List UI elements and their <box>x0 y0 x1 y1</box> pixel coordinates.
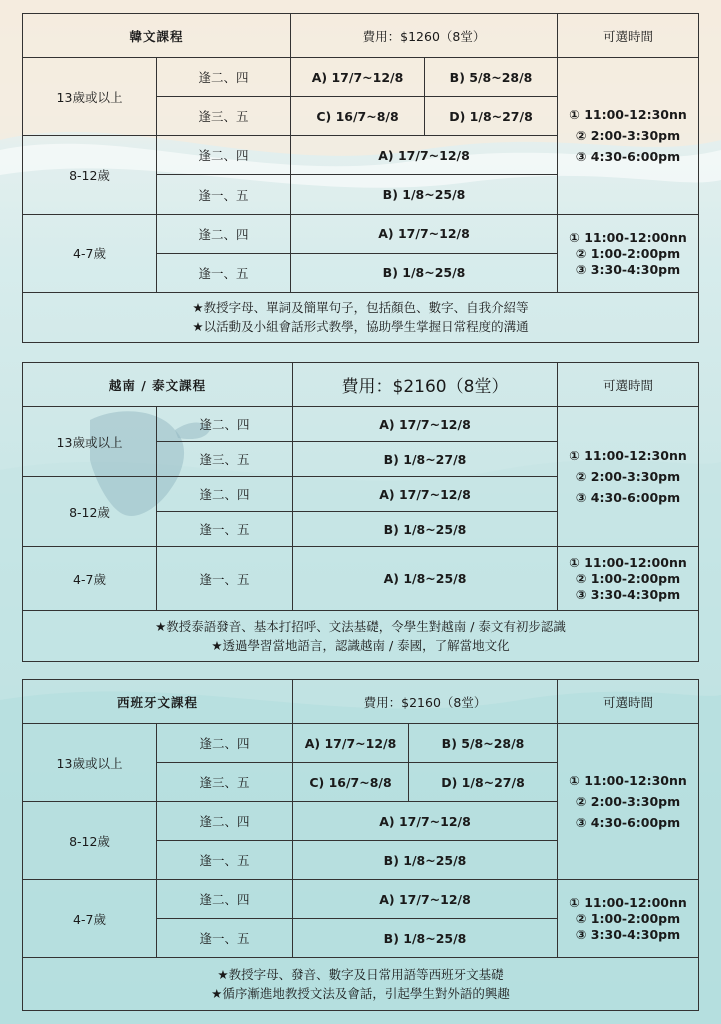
session-b: B) 1/8~25/8 <box>291 253 558 292</box>
note-line: ★教授字母、單詞及簡單句子，包括顏色、數字、自我介紹等 <box>192 300 529 316</box>
session-a: A) 17/7~12/8 <box>291 58 425 97</box>
days-label: 逢一、五 <box>157 175 291 214</box>
time-slot: ① 11:00-12:00nn <box>569 895 687 910</box>
note-line: ★教授泰語發音、基本打招呼、文法基礎，令學生對越南 / 泰文有初步認識 <box>155 619 566 634</box>
session-b: B) 5/8~28/8 <box>409 724 558 763</box>
session-b: B) 1/8~25/8 <box>291 175 558 214</box>
slots-header: 可選時間 <box>558 363 699 407</box>
spanish-course-table <box>22 679 699 1011</box>
session-a: A) 17/7~12/8 <box>293 407 558 442</box>
time-slot: ③ 4:30-6:00pm <box>575 490 681 505</box>
age-group-4-7: 4-7歲 <box>23 214 157 292</box>
note-line: ★教授字母、發音、數字及日常用語等西班牙文基礎 <box>217 967 504 982</box>
days-label: 逢二、四 <box>157 407 293 442</box>
course-title: 韓文課程 <box>23 14 291 58</box>
course-fee: 費用：$2160（8堂） <box>293 680 558 724</box>
time-slot: ① 11:00-12:30nn <box>569 107 687 123</box>
session-a: A) 17/7~12/8 <box>291 214 558 253</box>
days-label: 逢三、五 <box>157 97 291 136</box>
session-a: A) 17/7~12/8 <box>293 477 558 512</box>
time-slot: ③ 3:30-4:30pm <box>575 261 681 277</box>
days-label: 逢一、五 <box>157 547 293 611</box>
time-slots-young <box>558 214 699 292</box>
time-slots-young <box>558 547 699 611</box>
days-label: 逢一、五 <box>157 919 293 958</box>
korean-course-table <box>22 13 699 343</box>
days-label: 逢二、四 <box>157 802 293 841</box>
session-b: B) 5/8~28/8 <box>425 58 558 97</box>
days-label: 逢一、五 <box>157 841 293 880</box>
note-line: ★循序漸進地教授文法及會話，引起學生對外語的興趣 <box>211 986 510 1001</box>
time-slot: ③ 4:30-6:00pm <box>575 149 681 165</box>
session-a: A) 1/8~25/8 <box>293 547 558 611</box>
days-label: 逢二、四 <box>157 136 291 175</box>
time-slot: ① 11:00-12:30nn <box>569 773 687 788</box>
session-a: A) 17/7~12/8 <box>291 136 558 175</box>
age-group-8-12: 8-12歲 <box>23 802 157 880</box>
course-fee: 費用：$2160（8堂） <box>293 363 558 407</box>
session-c: C) 16/7~8/8 <box>293 763 409 802</box>
time-slot: ② 1:00-2:00pm <box>575 571 681 586</box>
session-b: B) 1/8~27/8 <box>293 442 558 477</box>
time-slots-older <box>558 58 699 214</box>
thai-course-table <box>22 362 699 662</box>
time-slot: ① 11:00-12:00nn <box>569 555 687 570</box>
time-slot: ③ 4:30-6:00pm <box>575 815 681 830</box>
time-slot: ② 1:00-2:00pm <box>575 911 681 926</box>
session-b: B) 1/8~25/8 <box>293 919 558 958</box>
time-slot: ① 11:00-12:30nn <box>569 448 687 463</box>
days-label: 逢一、五 <box>157 512 293 547</box>
days-label: 逢二、四 <box>157 880 293 919</box>
days-label: 逢三、五 <box>157 442 293 477</box>
course-title: 西班牙文課程 <box>23 680 293 724</box>
age-group-13plus: 13歲或以上 <box>23 58 157 136</box>
course-fee: 費用：$1260（8堂） <box>291 14 558 58</box>
time-slot: ③ 3:30-4:30pm <box>575 587 681 602</box>
days-label: 逢三、五 <box>157 763 293 802</box>
session-c: C) 16/7~8/8 <box>291 97 425 136</box>
time-slot: ② 2:00-3:30pm <box>575 469 681 484</box>
session-a: A) 17/7~12/8 <box>293 880 558 919</box>
slots-header: 可選時間 <box>558 14 699 58</box>
days-label: 逢一、五 <box>157 253 291 292</box>
time-slot: ② 1:00-2:00pm <box>575 245 681 261</box>
session-d: D) 1/8~27/8 <box>409 763 558 802</box>
time-slots-older <box>558 724 699 880</box>
days-label: 逢二、四 <box>157 477 293 512</box>
days-label: 逢二、四 <box>157 58 291 97</box>
course-notes <box>23 958 699 1011</box>
time-slots-older <box>558 407 699 547</box>
age-group-8-12: 8-12歲 <box>23 136 157 214</box>
time-slot: ② 2:00-3:30pm <box>575 128 681 144</box>
session-a: A) 17/7~12/8 <box>293 724 409 763</box>
time-slot: ③ 3:30-4:30pm <box>575 927 681 942</box>
session-a: A) 17/7~12/8 <box>293 802 558 841</box>
slots-header: 可選時間 <box>558 680 699 724</box>
days-label: 逢二、四 <box>157 214 291 253</box>
age-group-13plus: 13歲或以上 <box>23 407 157 477</box>
age-group-4-7: 4-7歲 <box>23 547 157 611</box>
course-notes <box>23 292 699 342</box>
session-b: B) 1/8~25/8 <box>293 841 558 880</box>
note-line: ★透過學習當地語言，認識越南 / 泰國，了解當地文化 <box>211 638 510 653</box>
days-label: 逢二、四 <box>157 724 293 763</box>
age-group-13plus: 13歲或以上 <box>23 724 157 802</box>
age-group-8-12: 8-12歲 <box>23 477 157 547</box>
age-group-4-7: 4-7歲 <box>23 880 157 958</box>
course-title: 越南 / 泰文課程 <box>23 363 293 407</box>
time-slot: ② 2:00-3:30pm <box>575 794 681 809</box>
time-slots-young <box>558 880 699 958</box>
session-d: D) 1/8~27/8 <box>425 97 558 136</box>
session-b: B) 1/8~25/8 <box>293 512 558 547</box>
time-slot: ① 11:00-12:00nn <box>569 229 687 245</box>
course-notes <box>23 611 699 662</box>
note-line: ★以活動及小組會話形式教學，協助學生掌握日常程度的溝通 <box>192 319 529 335</box>
